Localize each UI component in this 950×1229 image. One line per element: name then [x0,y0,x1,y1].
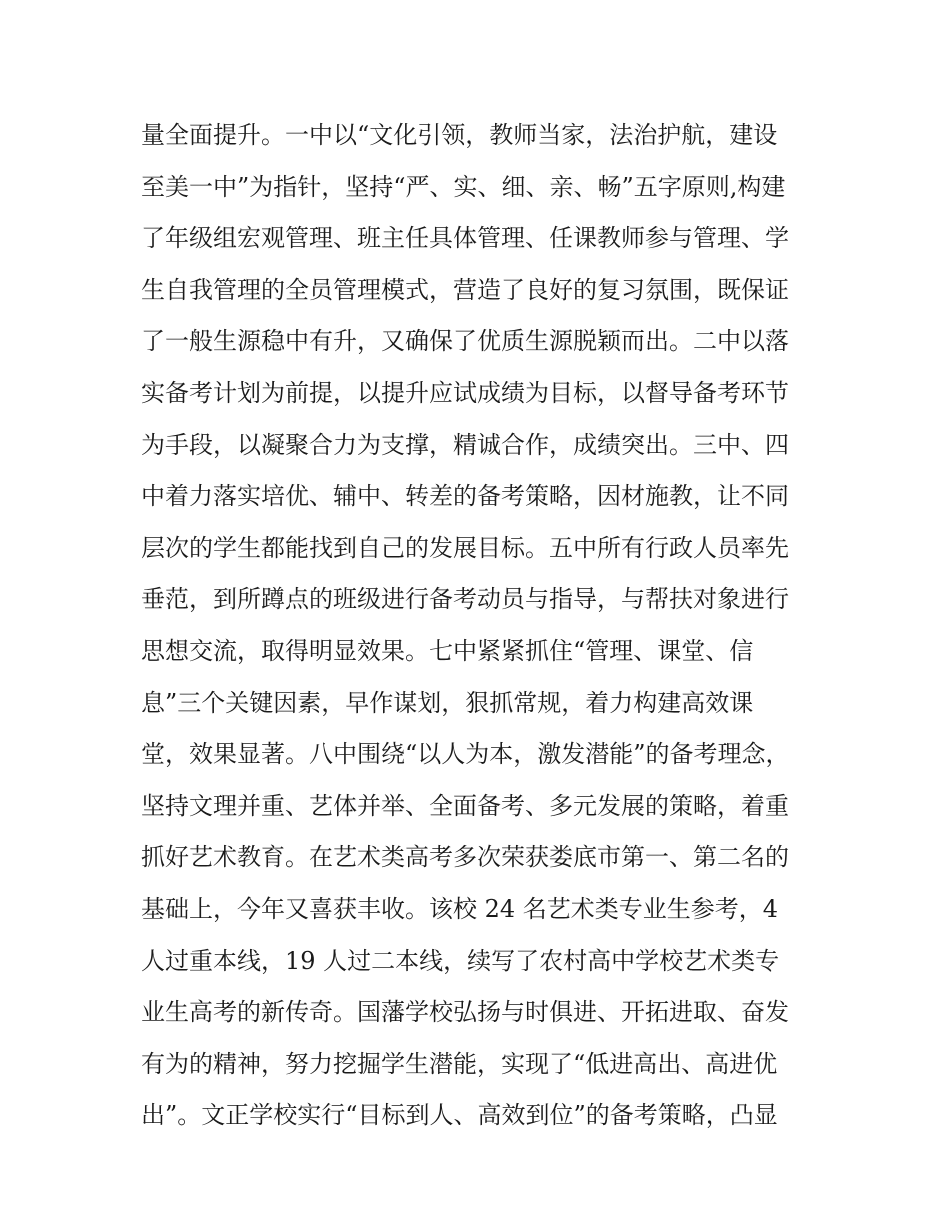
text-line: 了年级组宏观管理、班主任具体管理、任课教师参与管理、学 [141,224,789,253]
text-line: 生自我管理的全员管理模式，营造了良好的复习氛围，既保证 [141,275,789,304]
body-paragraph [141,110,821,1142]
text-line: 量全面提升。一中以“文化引领，教师当家，法治护航，建设 [141,121,778,149]
text-line: 息”三个关键因素，早作谋划，狠抓常规，着力构建高效课 [141,688,754,717]
text-line: 坚持文理并重、艺体并举、全面备考、多元发展的策略，着重 [141,791,789,820]
text-line: 了一般生源稳中有升，又确保了优质生源脱颖而出。二中以落 [141,327,789,356]
text-line: 实备考计划为前提，以提升应试成绩为目标，以督导备考环节 [141,378,789,407]
text-line: 出”。文正学校实行“目标到人、高效到位”的备考策略，凸显 [141,1101,778,1130]
text-line: 堂，效果显著。八中围绕“以人为本，激发潜能”的备考理念， [141,740,790,769]
text-line: 人过重本线，19 人过二本线，续写了农村高中学校艺术类专 [141,946,780,975]
text-line: 垂范，到所蹲点的班级进行备考动员与指导，与帮扶对象进行 [141,585,789,614]
text-line: 基础上，今年又喜获丰收。该校 24 名艺术类专业生参考，4 [141,894,779,923]
text-line: 层次的学生都能找到自己的发展目标。五中所有行政人员率先 [141,533,789,562]
text-line: 抓好艺术教育。在艺术类高考多次荣获娄底市第一、第二名的 [141,843,789,872]
text-line: 为手段，以凝聚合力为支撑，精诚合作，成绩突出。三中、四 [141,430,789,459]
text-line: 至美一中”为指针，坚持“严、实、细、亲、畅”五字原则,构建 [141,172,786,201]
text-line: 业生高考的新传奇。国藩学校弘扬与时俱进、开拓进取、奋发 [141,998,789,1027]
text-line: 有为的精神，努力挖掘学生潜能，实现了“低进高出、高进优 [141,1049,778,1078]
text-line: 思想交流，取得明显效果。七中紧紧抓住“管理、课堂、信 [141,636,754,665]
text-line: 中着力落实培优、辅中、转差的备考策略，因材施教，让不同 [141,482,789,511]
